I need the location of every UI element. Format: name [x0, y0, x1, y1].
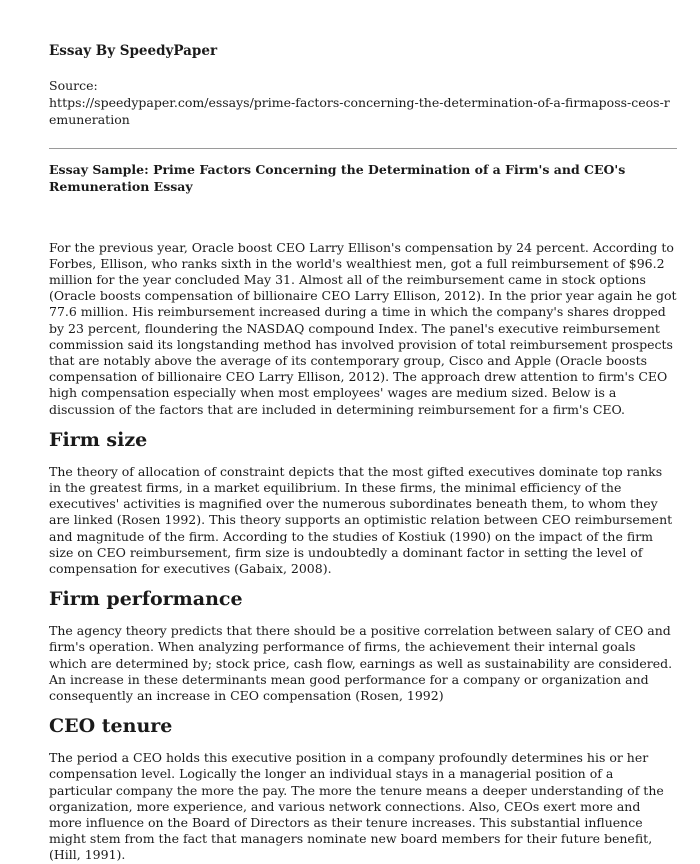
intro-paragraph: For the previous year, Oracle boost CEO Larry Ellison's compensation by 24 percent. According to Forbes, Ellison, who ranks sixth in the world's wealthiest men, got a full reimbursement of $96.2 million for the year concluded May 31. Almost all of the reimbursement came in stock options (Oracle boosts compensation of billionaire CEO Larry Ellison, 2012). In the prior year again he got 77.6 million. His reimbursement increased during a time in which the company's shares dropped by 23 percent, floundering the NASDAQ compound Index. The panel's executive reimbursement commission said its longstanding method has involved provision of total reimbursement prospects that are notably above the average of its contemporary group, Cisco and Apple (Oracle boosts compensation of billionaire CEO Larry Ellison, 2012). The approach drew attention to firm's CEO high compensation especially when most employees' wages are medium sized. Below is a discussion of the factors that are included in determining reimbursement for a firm's CEO.	[49, 239, 677, 417]
section-heading-firm-performance: Firm performance	[49, 588, 243, 611]
section-paragraph-firm-size: The theory of allocation of constraint depicts that the most gifted executives dominate top ranks in the greatest firms, in a market equilibrium. In these firms, the minimal efficiency of the executives' activities is magnified over the numerous subordinates beneath them, to whom they are linked (Rosen 1992). This theory supports an optimistic relation between CEO reimbursement and magnitude of the firm. According to the studies of Kostiuk (1990) on the impact of the firm size on CEO reimbursement, firm size is undoubtedly a dominant factor in setting the level of compensation for executives (Gabaix, 2008).	[49, 463, 673, 576]
document-title: Essay By SpeedyPaper	[49, 43, 218, 59]
section-paragraph-ceo-tenure: The period a CEO holds this executive position in a company profoundly determines his or her compensation level. Logically the longer an individual stays in a managerial position of a particular company the more the pay. The more the tenure means a deeper understanding of the organization, more experience, and various network connections. Also, CEOs exert more and more influence on the Board of Directors as their tenure increases. This substantial influence might stem from the fact that managers nominate new board members for their future benefit, (Hill, 1991).	[49, 750, 664, 863]
source-label: Source:	[49, 77, 98, 93]
section-paragraph-firm-performance: The agency theory predicts that there should be a positive correlation between salary of CEO and firm's operation. When analyzing performance of firms, the achievement their internal goals which are determined by; stock price, cash flow, earnings as well as sustainability are considered. An increase in these determinants mean good performance for a company or organization and consequently an increase in CEO compensation (Rosen, 1992)	[49, 623, 673, 704]
essay-title: Essay Sample: Prime Factors Concerning the Determination of a Firm's and CEO's Remuneration Essay	[49, 161, 626, 194]
section-heading-ceo-tenure: CEO tenure	[49, 715, 173, 738]
source-link[interactable]: https://speedypaper.com/essays/prime-factors-concerning-the-determination-of-a-firmaposs-ceos-remuneration	[49, 94, 670, 127]
section-heading-firm-size: Firm size	[49, 428, 148, 451]
header-divider	[49, 148, 677, 149]
